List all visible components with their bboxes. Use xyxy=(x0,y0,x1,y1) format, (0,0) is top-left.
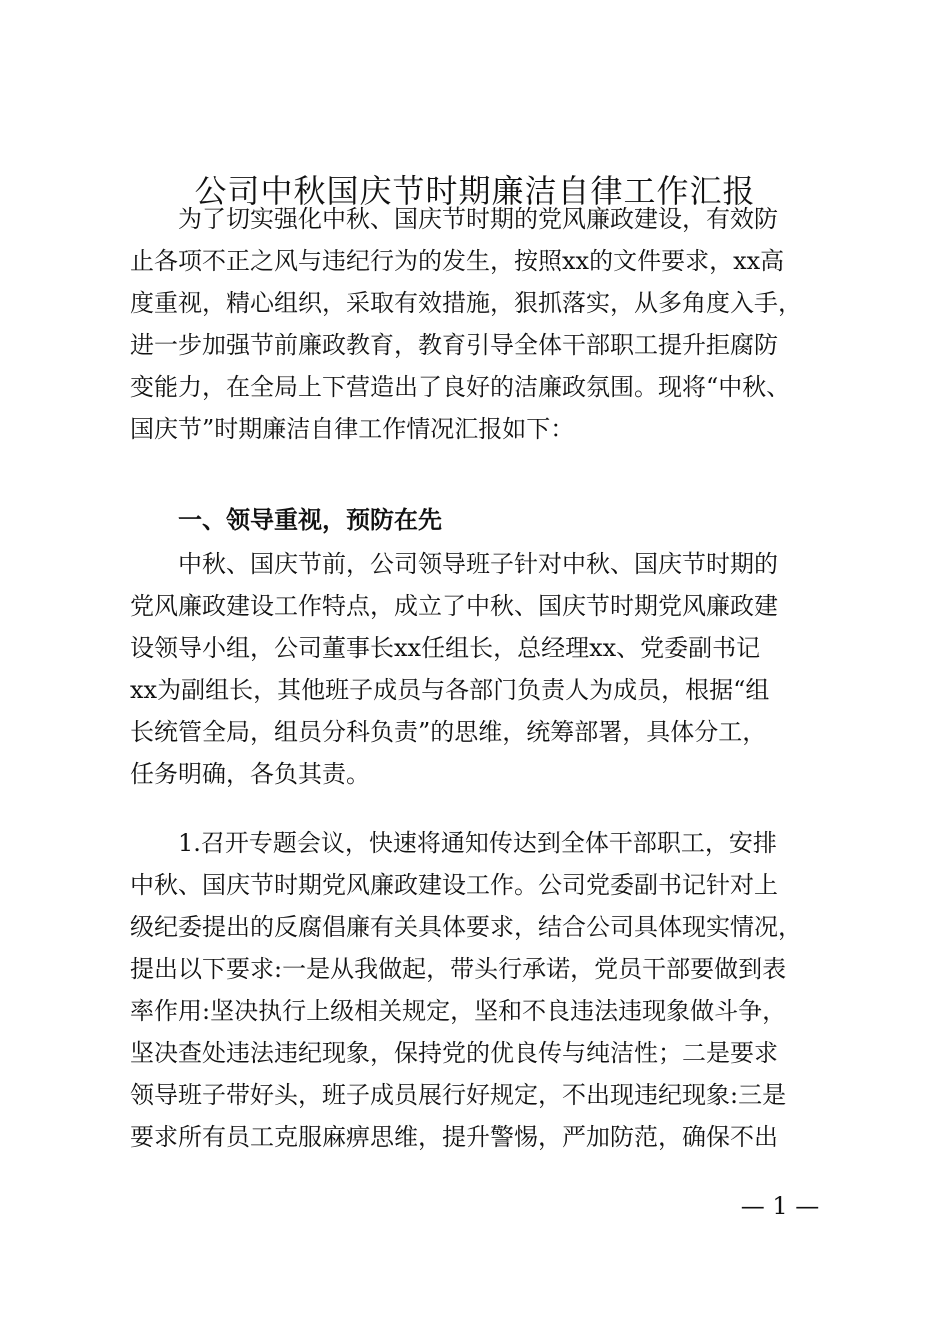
text-line: 率作用:坚决执行上级相关规定，坚和不良违法违现象做斗争， xyxy=(130,997,787,1025)
text-line: 中秋、国庆节前，公司领导班子针对中秋、国庆节时期的 xyxy=(130,550,778,578)
numbered-paragraph xyxy=(130,822,830,1158)
text-line: 提出以下要求:一是从我做起，带头行承诺，党员干部要做到表 xyxy=(130,955,787,983)
text-line: 中秋、国庆节时期党风廉政建设工作。公司党委副书记针对上 xyxy=(130,871,778,899)
text-line: 级纪委提出的反腐倡廉有关具体要求，结合公司具体现实情况， xyxy=(130,913,802,941)
text-line: xx为副组长，其他班子成员与各部门负责人为成员，根据“组 xyxy=(130,676,770,704)
text-line: 任务明确，各负其责。 xyxy=(130,760,370,788)
text-line: 为了切实强化中秋、国庆节时期的党风廉政建设，有效防 xyxy=(130,205,778,233)
text-line: 度重视，精心组织，采取有效措施，狠抓落实，从多角度入手， xyxy=(130,289,802,317)
document-title: 公司中秋国庆节时期廉洁自律工作汇报 xyxy=(194,172,756,210)
text-line: 变能力，在全局上下营造出了良好的洁廉政氛围。现将“中秋、 xyxy=(130,373,791,401)
intro-paragraph xyxy=(130,198,830,450)
text-line: 设领导小组，公司董事长xx任组长，总经理xx、党委副书记 xyxy=(130,634,761,662)
text-line: 止各项不正之风与违纪行为的发生，按照xx的文件要求，xx高 xyxy=(130,247,785,275)
text-line: 坚决查处违法违纪现象，保持党的优良传与纯洁性；二是要求 xyxy=(130,1039,778,1067)
text-line: 要求所有员工克服麻痹思维，提升警惕，严加防范，确保不出 xyxy=(130,1123,778,1151)
text-line: 党风廉政建设工作特点，成立了中秋、国庆节时期党风廉政建 xyxy=(130,592,778,620)
text-line: 进一步加强节前廉政教育，教育引导全体干部职工提升拒腐防 xyxy=(130,331,778,359)
page-number: — 1 — xyxy=(740,1192,820,1220)
section-heading: 一、领导重视，预防在先 xyxy=(178,506,442,534)
text-line: 领导班子带好头，班子成员展行好规定，不出现违纪现象:三是 xyxy=(130,1081,787,1109)
text-line: 国庆节”时期廉洁自律工作情况汇报如下： xyxy=(130,415,575,443)
section-paragraph xyxy=(130,543,830,795)
text-line: 长统管全局，组员分科负责”的思维，统筹部署，具体分工， xyxy=(130,718,767,746)
text-line: 1.召开专题会议，快速将通知传达到全体干部职工，安排 xyxy=(130,829,777,857)
